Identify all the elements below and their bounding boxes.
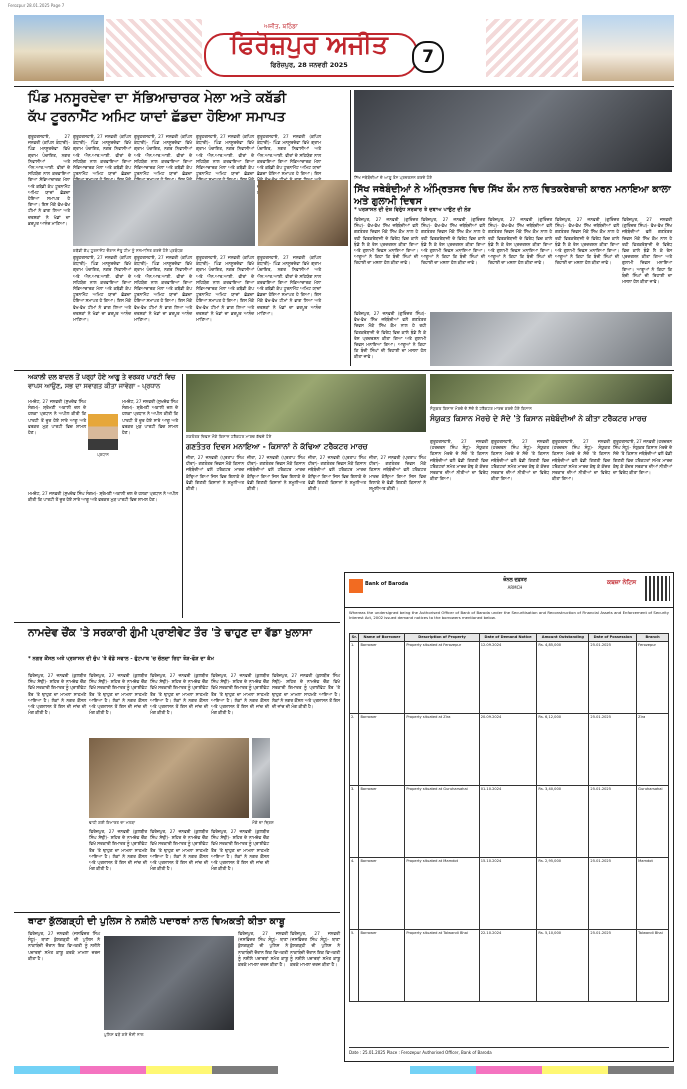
masthead-title: ਫਿਰੋਜ਼ਪੁਰ ਅਜੀਤ	[230, 30, 388, 59]
story6-body-text: ਫਿਰੋਜ਼ਪੁਰ, 27 ਜਨਵਰੀ (ਕੁਲਬੀਰ ਸਿੰਘ ਸੋਢੀ)- ਸ਼ਹਿਰ ਦੇ ਨਾਮਦੇਵ ਚੌਂਕ ਵਿਖੇ ਸਰਕਾਰੀ ਇਮਾਰਤ ਨੂੰ ਪ੍ਰਾਈਵੇਟ ਤੌਰ 'ਤੇ ਢਾਹੁਣ ਦਾ ਮਾਮਲਾ ਸਾਹਮਣੇ ਆਇਆ ਹੈ। ਲੋਕਾਂ ਨੇ ਨਗਰ ਕੌਂਸਲ ਅਤੇ ਪ੍ਰਸ਼ਾਸਨ ਤੋਂ ਇਸ ਦੀ ਜਾਂਚ ਦੀ ਮੰਗ ਕੀਤੀ ਹੈ।	[89, 830, 147, 873]
story1-photo-kabaddi	[73, 180, 255, 246]
col-header: Name of Borrower	[359, 634, 405, 642]
table-cell: Talwandi Bhai	[637, 929, 669, 1001]
story6-body-g	[150, 830, 208, 908]
story2-body-text: ਫਿਰੋਜ਼ਪੁਰ, 27 ਜਨਵਰੀ (ਗੁਰਿੰਦਰ ਸਿੰਘ)- ਵੱਖ-ਵੱਖ ਸਿੱਖ ਜਥੇਬੰਦੀਆਂ ਵਲੋਂ ਗਣਤੰਤਰ ਦਿਵਸ ਮੌਕੇ ਸਿੱਖ ਕੌਮ ਨਾਲ ਹੋ ਰਹੀ ਵਿਤਕਰੇਬਾਜ਼ੀ ਦੇ ਵਿਰੋਧ ਵਿਚ ਕਾਲੇ ਝੰਡੇ ਲੈ ਕੇ ਰੋਸ ਪ੍ਰਦਰਸ਼ਨ ਕੀਤਾ ਗਿਆ ਅਤੇ ਗੁਲਾਮੀ ਦਿਵਸ ਮਨਾਇਆ ਗਿਆ। ਆਗੂਆਂ ਨੇ ਕਿਹਾ ਕਿ ਬੰਦੀ ਸਿੰਘਾਂ ਦੀ ਰਿਹਾਈ ਦਾ ਮਸਲਾ ਹੱਲ ਕੀਤਾ ਜਾਵੇ।	[622, 218, 672, 286]
story3-body-b	[122, 400, 178, 490]
story1-headline	[28, 89, 348, 127]
story3-headline-line1: ਅਕਾਲੀ ਦਲ ਬਾਦਲ ਤੋਂ ਪਰ੍ਹਾਂ ਹੋਏ ਆਗੂ ਤੇ ਵਰਕਰ ਪਾਰਟੀ ਵਿਚ	[28, 373, 176, 381]
col-header: Date of Demand Notice	[479, 634, 537, 642]
story1-headline-line1: ਪਿੰਡ ਮਨਸੂਰਦੇਵਾ ਦਾ ਸੱਭਿਆਚਾਰਕ ਮੇਲਾ ਅਤੇ ਕਬੱਡੀ	[28, 90, 287, 106]
table-cell: 01.10.2024	[479, 785, 537, 857]
story4-body-text: ਗੁਰੂਹਰਸਹਾਏ, 27 ਜਨਵਰੀ (ਹਰਚਰਨ ਸਿੰਘ ਸੰਧੂ)- ਸੰਯੁਕਤ ਕਿਸਾਨ ਮੋਰਚੇ ਦੇ ਸੱਦੇ 'ਤੇ ਕਿਸਾਨ ਜਥੇਬੰਦੀਆਂ ਵਲੋਂ ਵੱਡੀ ਗਿਣਤੀ ਵਿਚ ਟਰੈਕਟਰਾਂ ਸਮੇਤ ਮਾਰਚ ਕੱਢ ਕੇ ਕੇਂਦਰ ਸਰਕਾਰ ਦੀਆਂ ਨੀਤੀਆਂ ਦਾ ਵਿਰੋਧ ਕੀਤਾ ਗਿਆ।	[552, 440, 610, 483]
story5-body-text: ਜ਼ੀਰਾ, 27 ਜਨਵਰੀ (ਪ੍ਰਤਾਪ ਸਿੰਘ ਹੀਰਾ)- ਗਣਤੰਤਰ ਦਿਵਸ ਮੌਕੇ ਕਿਸਾਨ ਜਥੇਬੰਦੀਆਂ ਵਲੋਂ ਟਰੈਕਟਰ ਮਾਰਚ ਕੱਢਿਆ ਗਿਆ ਜਿਸ ਵਿਚ ਇਲਾਕੇ ਦੇ ਵੱਡੀ ਗਿਣਤੀ ਕਿਸਾਨਾਂ ਨੇ ਸ਼ਮੂਲੀਅਤ ਕੀਤੀ।	[369, 456, 426, 493]
story1-body-text: ਗੁਰੂਹਰਸਹਾਏ, 27 ਜਨਵਰੀ (ਕਪਿਲ ਕੰਧਾਰੀ)- ਪਿੰਡ ਮਨਸੂਰਦੇਵਾ ਵਿਖੇ ਗ੍ਰਾਮ ਪੰਚਾਇਤ, ਨਗਰ ਨਿਵਾਸੀਆਂ ਅਤੇ ਐਨ.ਆਰ.ਆਈ. ਵੀਰਾਂ ਦੇ ਸਹਿਯੋਗ ਨਾਲ ਕਰਵਾਇਆ ਗਿਆ ਸੱਭਿਆਚਾਰਕ ਮੇਲਾ ਅਤੇ ਕਬੱਡੀ ਕੱਪ ਟੂਰਨਾਮੈਂਟ ਅਮਿਟ ਯਾਦਾਂ ਛੱਡਦਾ	[73, 135, 131, 178]
story1-body-text: ਗੁਰੂਹਰਸਹਾਏ, 27 ਜਨਵਰੀ (ਕਪਿਲ ਕੰਧਾਰੀ)- ਪਿੰਡ ਮਨਸੂਰਦੇਵਾ ਵਿਖੇ ਗ੍ਰਾਮ ਪੰਚਾਇਤ, ਨਗਰ ਨਿਵਾਸੀਆਂ ਅਤੇ ਐਨ.ਆਰ.ਆਈ. ਵੀਰਾਂ ਦੇ ਸਹਿਯੋਗ ਨਾਲ ਕਰਵਾਇਆ ਗਿਆ ਸੱਭਿਆਚਾਰਕ ਮੇਲਾ ਅਤੇ ਕਬੱਡੀ ਕੱਪ ਟੂਰਨਾਮੈਂਟ ਅਮਿਟ ਯਾਦਾਂ ਛੱਡਦਾ	[196, 135, 254, 178]
notice-table-header	[350, 634, 669, 642]
story7-headline: ਥਾਣਾ ਕੁੱਲਗੜ੍ਹੀ ਦੀ ਪੁਲਿਸ ਨੇ ਨਸ਼ੀਲੇ ਪਦਾਰਥਾਂ ਨਾਲ ਵਿਅਕਤੀ ਕੀਤਾ ਕਾਬੂ	[28, 916, 285, 927]
story1-body-h	[196, 256, 254, 366]
table-cell: 3.	[350, 785, 359, 857]
story6-body-e	[272, 674, 340, 908]
story3-body-text: ਮਮਦੋਟ, 27 ਜਨਵਰੀ (ਸੁਖਦੇਵ ਸਿੰਘ ਸੰਗਮ)- ਸ਼੍ਰੋਮਣੀ ਅਕਾਲੀ ਦਲ ਦੇ ਹਲਕਾ ਪ੍ਰਧਾਨ ਨੇ ਅਪੀਲ ਕੀਤੀ ਕਿ ਪਾਰਟੀ ਤੋਂ ਦੂਰ ਹੋਏ ਸਾਰੇ ਆਗੂ ਅਤੇ ਵਰਕਰ ਮੁੜ ਪਾਰਟੀ ਵਿਚ ਸ਼ਾਮਲ ਹੋਣ।	[28, 400, 86, 437]
story1-body-text: ਗੁਰੂਹਰਸਹਾਏ, 27 ਜਨਵਰੀ (ਕਪਿਲ ਕੰਧਾਰੀ)- ਪਿੰਡ ਮਨਸੂਰਦੇਵਾ ਵਿਖੇ ਗ੍ਰਾਮ ਪੰਚਾਇਤ, ਨਗਰ ਨਿਵਾਸੀਆਂ ਅਤੇ ਐਨ.ਆਰ.ਆਈ. ਵੀਰਾਂ ਦੇ ਸਹਿਯੋਗ ਨਾਲ ਕਰਵਾਇਆ ਗਿਆ ਸੱਭਿਆਚਾਰਕ ਮੇਲਾ ਅਤੇ ਕਬੱਡੀ ਕੱਪ ਟੂਰਨਾਮੈਂਟ ਅਮਿਟ ਯਾਦਾਂ ਛੱਡਦਾ ਹੋਇਆ ਸਮਾਪਤ ਹੋ ਗਿਆ। ਇਸ ਮੌਕੇ ਵੱਖ-ਵੱਖ ਟੀਮਾਂ ਨੇ ਭਾਗ ਲਿਆ ਅਤੇ ਦਰਸ਼ਕਾਂ ਨੇ ਖੇਡਾਂ ਦਾ ਭਰਪੂਰ ਆਨੰਦ ਮਾਣਿਆ।	[134, 256, 192, 324]
col-header: Branch	[637, 634, 669, 642]
table-cell: Property situated at Zira	[405, 713, 479, 785]
story1-body-a	[28, 135, 70, 365]
table-cell: Rs. 2,95,000	[537, 857, 589, 929]
story6-photo-caption-2: ਮੌਕੇ ਦਾ ਦ੍ਰਿਸ਼	[252, 820, 274, 825]
page-number-badge	[412, 41, 444, 73]
table-cell: 4.	[350, 857, 359, 929]
table-cell: 20.09.2024	[479, 713, 537, 785]
story1-headline-line2: ਕੱਪ ਟੂਰਨਾਮੈਂਟ ਅਮਿਟ ਯਾਦਾਂ ਛੱਡਦਾ ਹੋਇਆ ਸਮਾਪਤ	[28, 109, 286, 125]
story6-body-b	[89, 674, 147, 734]
table-row	[350, 785, 669, 857]
story5-body-text: ਜ਼ੀਰਾ, 27 ਜਨਵਰੀ (ਪ੍ਰਤਾਪ ਸਿੰਘ ਹੀਰਾ)- ਗਣਤੰਤਰ ਦਿਵਸ ਮੌਕੇ ਕਿਸਾਨ ਜਥੇਬੰਦੀਆਂ ਵਲੋਂ ਟਰੈਕਟਰ ਮਾਰਚ ਕੱਢਿਆ ਗਿਆ ਜਿਸ ਵਿਚ ਇਲਾਕੇ ਦੇ ਵੱਡੀ ਗਿਣਤੀ ਕਿਸਾਨਾਂ ਨੇ ਸ਼ਮੂਲੀਅਤ ਕੀਤੀ।	[308, 456, 366, 493]
story7-body-text: ਫਿਰੋਜ਼ਪੁਰ, 27 ਜਨਵਰੀ (ਜਸਵਿੰਦਰ ਸਿੰਘ ਸੰਧੂ)- ਥਾਣਾ ਕੁੱਲਗੜ੍ਹੀ ਦੀ ਪੁਲਿਸ ਨੇ ਨਾਕਾਬੰਦੀ ਦੌਰਾਨ ਇਕ ਵਿਅਕਤੀ ਨੂੰ ਨਸ਼ੀਲੇ ਪਦਾਰਥਾਂ ਸਮੇਤ ਕਾਬੂ ਕਰਕੇ ਮਾਮਲਾ ਦਰਜ ਕੀਤਾ ਹੈ।	[28, 932, 100, 962]
column-rule	[182, 374, 183, 618]
story1-body-i	[257, 256, 321, 366]
table-cell: 1.	[350, 641, 359, 713]
story2-body-f	[354, 312, 426, 366]
table-cell: Ferozepur	[637, 641, 669, 713]
table-cell: Mamdot	[637, 857, 669, 929]
story4-body-a	[430, 440, 488, 568]
story1-body-text: ਗੁਰੂਹਰਸਹਾਏ, 27 ਜਨਵਰੀ (ਕਪਿਲ ਕੰਧਾਰੀ)- ਪਿੰਡ ਮਨਸੂਰਦੇਵਾ ਵਿਖੇ ਗ੍ਰਾਮ ਪੰਚਾਇਤ, ਨਗਰ ਨਿਵਾਸੀਆਂ ਅਤੇ ਐਨ.ਆਰ.ਆਈ. ਵੀਰਾਂ ਦੇ ਸਹਿਯੋਗ ਨਾਲ ਕਰਵਾਇਆ ਗਿਆ ਸੱਭਿਆਚਾਰਕ ਮੇਲਾ ਅਤੇ ਕਬੱਡੀ ਕੱਪ ਟੂਰਨਾਮੈਂਟ ਅਮਿਟ ਯਾਦਾਂ ਛੱਡਦਾ ਹੋਇਆ ਸਮਾਪਤ ਹੋ ਗਿਆ। ਇਸ ਮੌਕੇ ਵੱਖ-ਵੱਖ ਟੀਮਾਂ ਨੇ ਭਾਗ ਲਿਆ ਅਤੇ ਦਰਸ਼ਕਾਂ ਨੇ ਖੇਡਾਂ ਦਾ ਭਰਪੂਰ ਆਨੰਦ ਮਾਣਿਆ।	[28, 135, 70, 227]
story3-headline	[28, 373, 188, 391]
notice-header-line1: ਜ਼ੋਨਲ ਦਫ਼ਤਰ	[503, 578, 527, 583]
story1-body-c	[134, 135, 192, 178]
story3-headline-line2: ਵਾਪਸ ਆਉਣ, ਸਭ ਦਾ ਸਵਾਗਤ ਕੀਤਾ ਜਾਵੇਗਾ - ਪ੍ਰਧਾਨ	[28, 382, 161, 390]
table-cell: Borrower	[359, 713, 405, 785]
masthead-date: ਫਿਰੋਜ਼ਪੁਰ, 28 ਜਨਵਰੀ 2025	[270, 61, 348, 69]
story2-photo-protest	[354, 90, 672, 172]
table-cell: Rs. 3,40,000	[537, 785, 589, 857]
story3-photo-portrait	[88, 414, 118, 450]
story2-body-text: ਫਿਰੋਜ਼ਪੁਰ, 27 ਜਨਵਰੀ (ਗੁਰਿੰਦਰ ਸਿੰਘ)- ਵੱਖ-ਵੱਖ ਸਿੱਖ ਜਥੇਬੰਦੀਆਂ ਵਲੋਂ ਗਣਤੰਤਰ ਦਿਵਸ ਮੌਕੇ ਸਿੱਖ ਕੌਮ ਨਾਲ ਹੋ ਰਹੀ ਵਿਤਕਰੇਬਾਜ਼ੀ ਦੇ ਵਿਰੋਧ ਵਿਚ ਕਾਲੇ ਝੰਡੇ ਲੈ ਕੇ ਰੋਸ ਪ੍ਰਦਰਸ਼ਨ ਕੀਤਾ ਗਿਆ ਅਤੇ ਗੁਲਾਮੀ ਦਿਵਸ ਮਨਾਇਆ ਗਿਆ। ਆਗੂਆਂ ਨੇ ਕਿਹਾ ਕਿ ਬੰਦੀ ਸਿੰਘਾਂ ਦੀ ਰਿਹਾਈ ਦਾ ਮਸਲਾ ਹੱਲ ਕੀਤਾ ਜਾਵੇ।	[354, 218, 418, 267]
story1-body-g	[134, 256, 192, 366]
story1-body-text: ਗੁਰੂਹਰਸਹਾਏ, 27 ਜਨਵਰੀ (ਕਪਿਲ ਕੰਧਾਰੀ)- ਪਿੰਡ ਮਨਸੂਰਦੇਵਾ ਵਿਖੇ ਗ੍ਰਾਮ ਪੰਚਾਇਤ, ਨਗਰ ਨਿਵਾਸੀਆਂ ਅਤੇ ਐਨ.ਆਰ.ਆਈ. ਵੀਰਾਂ ਦੇ ਸਹਿਯੋਗ ਨਾਲ ਕਰਵਾਇਆ ਗਿਆ ਸੱਭਿਆਚਾਰਕ ਮੇਲਾ ਅਤੇ ਕਬੱਡੀ ਕੱਪ ਟੂਰਨਾਮੈਂਟ ਅਮਿਟ ਯਾਦਾਂ ਛੱਡਦਾ ਹੋਇਆ ਸਮਾਪਤ ਹੋ ਗਿਆ। ਇਸ	[257, 135, 321, 178]
story7-body-text: ਫਿਰੋਜ਼ਪੁਰ, 27 ਜਨਵਰੀ (ਜਸਵਿੰਦਰ ਸਿੰਘ ਸੰਧੂ)- ਥਾਣਾ ਕੁੱਲਗੜ੍ਹੀ ਦੀ ਪੁਲਿਸ ਨੇ ਨਾਕਾਬੰਦੀ ਦੌਰਾਨ ਇਕ ਵਿਅਕਤੀ ਨੂੰ ਨਸ਼ੀਲੇ ਪਦਾਰਥਾਂ ਸਮੇਤ ਕਾਬੂ ਕਰਕੇ ਮਾਮਲਾ ਦਰਜ ਕੀਤਾ ਹੈ।	[290, 932, 340, 969]
story5-body-text: ਜ਼ੀਰਾ, 27 ਜਨਵਰੀ (ਪ੍ਰਤਾਪ ਸਿੰਘ ਹੀਰਾ)- ਗਣਤੰਤਰ ਦਿਵਸ ਮੌਕੇ ਕਿਸਾਨ ਜਥੇਬੰਦੀਆਂ ਵਲੋਂ ਟਰੈਕਟਰ ਮਾਰਚ ਕੱਢਿਆ ਗਿਆ ਜਿਸ ਵਿਚ ਇਲਾਕੇ ਦੇ ਵੱਡੀ ਗਿਣਤੀ ਕਿਸਾਨਾਂ ਨੇ ਸ਼ਮੂਲੀਅਤ ਕੀਤੀ।	[247, 456, 305, 493]
story4-body-c	[552, 440, 610, 568]
story3-photo-caption: ਪ੍ਰਧਾਨ	[97, 452, 109, 457]
notice-footer: Date : 25.01.2025 Place : Ferozepur Authorised Officer, Bank of Baroda	[349, 1047, 669, 1055]
story4-photo-caption: ਸੰਯੁਕਤ ਕਿਸਾਨ ਮੋਰਚੇ ਦੇ ਸੱਦੇ ਤੇ ਟਰੈਕਟਰ ਮਾਰਚ ਕਰਦੇ ਹੋਏ ਕਿਸਾਨ	[430, 406, 532, 411]
story6-body-text: ਫਿਰੋਜ਼ਪੁਰ, 27 ਜਨਵਰੀ (ਕੁਲਬੀਰ ਸਿੰਘ ਸੋਢੀ)- ਸ਼ਹਿਰ ਦੇ ਨਾਮਦੇਵ ਚੌਂਕ ਵਿਖੇ ਸਰਕਾਰੀ ਇਮਾਰਤ ਨੂੰ ਪ੍ਰਾਈਵੇਟ ਤੌਰ 'ਤੇ ਢਾਹੁਣ ਦਾ ਮਾਮਲਾ ਸਾਹਮਣੇ ਆਇਆ ਹੈ। ਲੋਕਾਂ ਨੇ ਨਗਰ ਕੌਂਸਲ ਅਤੇ ਪ੍ਰਸ਼ਾਸਨ ਤੋਂ ਇਸ ਦੀ ਜਾਂਚ ਦੀ ਮੰਗ ਕੀਤੀ ਹੈ।	[272, 674, 340, 711]
story1-body-text: ਗੁਰੂਹਰਸਹਾਏ, 27 ਜਨਵਰੀ (ਕਪਿਲ ਕੰਧਾਰੀ)- ਪਿੰਡ ਮਨਸੂਰਦੇਵਾ ਵਿਖੇ ਗ੍ਰਾਮ ਪੰਚਾਇਤ, ਨਗਰ ਨਿਵਾਸੀਆਂ ਅਤੇ ਐਨ.ਆਰ.ਆਈ. ਵੀਰਾਂ ਦੇ ਸਹਿਯੋਗ ਨਾਲ ਕਰਵਾਇਆ ਗਿਆ ਸੱਭਿਆਚਾਰਕ ਮੇਲਾ ਅਤੇ ਕਬੱਡੀ ਕੱਪ ਟੂਰਨਾਮੈਂਟ ਅਮਿਟ ਯਾਦਾਂ ਛੱਡਦਾ ਹੋਇਆ ਸਮਾਪਤ ਹੋ ਗਿਆ। ਇਸ ਮੌਕੇ ਵੱਖ-ਵੱਖ ਟੀਮਾਂ ਨੇ ਭਾਗ ਲਿਆ ਅਤੇ ਦਰਸ਼ਕਾਂ ਨੇ ਖੇਡਾਂ ਦਾ ਭਰਪੂਰ ਆਨੰਦ ਮਾਣਿਆ।	[73, 256, 131, 324]
story7-photo-police	[104, 936, 234, 1030]
story6-headline: ਨਾਮਦੇਵ ਚੌਂਕ 'ਤੇ ਸਰਕਾਰੀ ਗੁੰਮੀ ਪ੍ਰਾਈਵੇਟ ਤੌਰ 'ਤੇ ਢਾਹੁਣ ਦਾ ਵੱਡਾ ਖੁਲਾਸਾ	[28, 627, 312, 639]
notice-header-line2: ARMCH	[507, 585, 523, 590]
column-rule	[350, 90, 351, 366]
story2-photo-gathering	[430, 312, 672, 366]
story6-photo-caption-1: ਢਾਹੀ ਗਈ ਇਮਾਰਤ ਦਾ ਮਲਬਾ	[89, 820, 136, 825]
table-cell: Property situated at Ferozepur	[405, 641, 479, 713]
story2-body-c	[488, 218, 552, 310]
table-cell: 25.01.2025	[589, 857, 637, 929]
story6-body-a	[28, 674, 86, 908]
story6-body-c	[150, 674, 208, 734]
story5-photo-caption: ਗਣਤੰਤਰ ਦਿਵਸ ਮੌਕੇ ਕਿਸਾਨ ਟਰੈਕਟਰ ਮਾਰਚ ਕੱਢਦੇ ਹੋਏ	[186, 434, 272, 439]
page-number: 7	[422, 47, 434, 67]
story7-body-text: ਫਿਰੋਜ਼ਪੁਰ, 27 ਜਨਵਰੀ (ਜਸਵਿੰਦਰ ਸਿੰਘ ਸੰਧੂ)- ਥਾਣਾ ਕੁੱਲਗੜ੍ਹੀ ਦੀ ਪੁਲਿਸ ਨੇ ਨਾਕਾਬੰਦੀ ਦੌਰਾਨ ਇਕ ਵਿਅਕਤੀ ਨੂੰ ਨਸ਼ੀਲੇ ਪਦਾਰਥਾਂ ਸਮੇਤ ਕਾਬੂ ਕਰਕੇ ਮਾਮਲਾ ਦਰਜ ਕੀਤਾ ਹੈ।	[238, 932, 288, 969]
story3-body-text: ਮਮਦੋਟ, 27 ਜਨਵਰੀ (ਸੁਖਦੇਵ ਸਿੰਘ ਸੰਗਮ)- ਸ਼੍ਰੋਮਣੀ ਅਕਾਲੀ ਦਲ ਦੇ ਹਲਕਾ ਪ੍ਰਧਾਨ ਨੇ ਅਪੀਲ ਕੀਤੀ ਕਿ ਪਾਰਟੀ ਤੋਂ ਦੂਰ ਹੋਏ ਸਾਰੇ ਆਗੂ ਅਤੇ ਵਰਕਰ ਮੁੜ ਪਾਰਟੀ ਵਿਚ ਸ਼ਾਮਲ ਹੋਣ।	[28, 492, 178, 504]
story6-body-f	[89, 830, 147, 908]
story5-body-b	[247, 456, 305, 616]
story4-body-d	[613, 440, 672, 568]
notice-header	[345, 573, 673, 608]
temple-photo-left	[14, 15, 104, 81]
section-rule	[14, 622, 340, 623]
temple-photo-right	[582, 15, 674, 81]
print-line: Ferozpur 28.01.2025 Page 7	[8, 3, 65, 8]
story6-body-text: ਫਿਰੋਜ਼ਪੁਰ, 27 ਜਨਵਰੀ (ਕੁਲਬੀਰ ਸਿੰਘ ਸੋਢੀ)- ਸ਼ਹਿਰ ਦੇ ਨਾਮਦੇਵ ਚੌਂਕ ਵਿਖੇ ਸਰਕਾਰੀ ਇਮਾਰਤ ਨੂੰ ਪ੍ਰਾਈਵੇਟ ਤੌਰ 'ਤੇ ਢਾਹੁਣ ਦਾ ਮਾਮਲਾ ਸਾਹਮਣੇ ਆਇਆ ਹੈ। ਲੋਕਾਂ ਨੇ ਨਗਰ ਕੌਂਸਲ ਅਤੇ ਪ੍ਰਸ਼ਾਸਨ ਤੋਂ ਇਸ ਦੀ ਜਾਂਚ ਦੀ ਮੰਗ ਕੀਤੀ ਹੈ।	[89, 674, 147, 717]
masthead-ornament-left	[106, 19, 202, 77]
story4-body-text: ਗੁਰੂਹਰਸਹਾਏ, 27 ਜਨਵਰੀ (ਹਰਚਰਨ ਸਿੰਘ ਸੰਧੂ)- ਸੰਯੁਕਤ ਕਿਸਾਨ ਮੋਰਚੇ ਦੇ ਸੱਦੇ 'ਤੇ ਕਿਸਾਨ ਜਥੇਬੰਦੀਆਂ ਵਲੋਂ ਵੱਡੀ ਗਿਣਤੀ ਵਿਚ ਟਰੈਕਟਰਾਂ ਸਮੇਤ ਮਾਰਚ ਕੱਢ ਕੇ ਕੇਂਦਰ ਸਰਕਾਰ ਦੀਆਂ ਨੀਤੀਆਂ ਦਾ ਵਿਰੋਧ ਕੀਤਾ ਗਿਆ।	[491, 440, 549, 483]
table-cell: Rs. 4,85,000	[537, 641, 589, 713]
notice-intro: Whereas the undersigned being the Authorised Officer of Bank of Baroda under the Securitisation and Reconstruction of Financial Assets and Enforcement of Security Interest Act, 2002 issued demand notices to the borrowers mentioned below.	[349, 610, 669, 620]
masthead-rule	[14, 86, 674, 87]
story4-body-b	[491, 440, 549, 568]
story7-photo-caption: ਪੁਲਿਸ ਫੜੇ ਗਏ ਦੋਸ਼ੀ ਨਾਲ	[104, 1032, 144, 1037]
story6-body-text: ਫਿਰੋਜ਼ਪੁਰ, 27 ਜਨਵਰੀ (ਕੁਲਬੀਰ ਸਿੰਘ ਸੋਢੀ)- ਸ਼ਹਿਰ ਦੇ ਨਾਮਦੇਵ ਚੌਂਕ ਵਿਖੇ ਸਰਕਾਰੀ ਇਮਾਰਤ ਨੂੰ ਪ੍ਰਾਈਵੇਟ ਤੌਰ 'ਤੇ ਢਾਹੁਣ ਦਾ ਮਾਮਲਾ ਸਾਹਮਣੇ ਆਇਆ ਹੈ। ਲੋਕਾਂ ਨੇ ਨਗਰ ਕੌਂਸਲ ਅਤੇ ਪ੍ਰਸ਼ਾਸਨ ਤੋਂ ਇਸ ਦੀ ਜਾਂਚ ਦੀ ਮੰਗ ਕੀਤੀ ਹੈ।	[211, 674, 269, 717]
story5-photo-tractors	[186, 374, 426, 432]
bank-name: Bank of Baroda	[365, 581, 409, 587]
qr-code-icon	[645, 576, 670, 601]
table-cell: 22.10.2024	[479, 929, 537, 1001]
story6-photo-street	[252, 738, 270, 818]
color-registration-bar	[14, 1066, 674, 1074]
story2-subheadline: * ਪਰਸ਼ਾਸਨ ਦੀ ਦੋਸ਼ ਵਿਰੁੱਧ ਸਰਕਾਰ ਤੇ ਦਬਾਅ ਪਾਉਣ ਦੀ ਲੋੜ	[354, 207, 471, 213]
story1-body-f	[73, 256, 131, 366]
story6-photo-debris	[89, 738, 249, 818]
col-header: Amount Outstanding	[537, 634, 589, 642]
story6-body-h	[211, 830, 269, 908]
table-cell: 5.	[350, 929, 359, 1001]
story3-body-text: ਮਮਦੋਟ, 27 ਜਨਵਰੀ (ਸੁਖਦੇਵ ਸਿੰਘ ਸੰਗਮ)- ਸ਼੍ਰੋਮਣੀ ਅਕਾਲੀ ਦਲ ਦੇ ਹਲਕਾ ਪ੍ਰਧਾਨ ਨੇ ਅਪੀਲ ਕੀਤੀ ਕਿ ਪਾਰਟੀ ਤੋਂ ਦੂਰ ਹੋਏ ਸਾਰੇ ਆਗੂ ਅਤੇ ਵਰਕਰ ਮੁੜ ਪਾਰਟੀ ਵਿਚ ਸ਼ਾਮਲ ਹੋਣ।	[122, 400, 178, 437]
story2-body-b	[421, 218, 485, 310]
story7-body-b	[238, 932, 288, 1042]
table-cell: Guruharsahai	[637, 785, 669, 857]
table-cell: Borrower	[359, 857, 405, 929]
story1-photo-caption: ਕਬੱਡੀ ਕੱਪ ਟੂਰਨਾਮੈਂਟ ਦੌਰਾਨ ਜੇਤੂ ਟੀਮ ਨੂੰ ਸਨਮਾਨਿਤ ਕਰਦੇ ਹੋਏ ਪ੍ਰਬੰਧਕ	[73, 248, 183, 253]
story4-headline: ਸੰਯੁਕਤ ਕਿਸਾਨ ਮੋਰਚੇ ਦੇ ਸੱਦੇ 'ਤੇ ਕਿਸਾਨ ਜਥੇਬੰਦੀਆਂ ਨੇ ਕੀਤਾ ਟਰੈਕਟਰ ਮਾਰਚ	[430, 414, 647, 423]
table-cell: 25.01.2025	[589, 785, 637, 857]
story1-body-e	[257, 135, 321, 178]
table-row	[350, 929, 669, 1001]
table-row	[350, 641, 669, 713]
story4-body-text: ਗੁਰੂਹਰਸਹਾਏ, 27 ਜਨਵਰੀ (ਹਰਚਰਨ ਸਿੰਘ ਸੰਧੂ)- ਸੰਯੁਕਤ ਕਿਸਾਨ ਮੋਰਚੇ ਦੇ ਸੱਦੇ 'ਤੇ ਕਿਸਾਨ ਜਥੇਬੰਦੀਆਂ ਵਲੋਂ ਵੱਡੀ ਗਿਣਤੀ ਵਿਚ ਟਰੈਕਟਰਾਂ ਸਮੇਤ ਮਾਰਚ ਕੱਢ ਕੇ ਕੇਂਦਰ ਸਰਕਾਰ ਦੀਆਂ ਨੀਤੀਆਂ ਦਾ ਵਿਰੋਧ ਕੀਤਾ ਗਿਆ।	[430, 440, 488, 483]
table-cell: 12.09.2024	[479, 641, 537, 713]
notice-title: ਕਬਜ਼ਾ ਨੋਟਿਸ	[607, 579, 637, 586]
story2-photo-caption: ਸਿੱਖ ਜਥੇਬੰਦੀਆਂ ਦੇ ਆਗੂ ਰੋਸ ਪ੍ਰਦਰਸ਼ਨ ਕਰਦੇ ਹੋਏ	[354, 175, 432, 180]
section-rule	[14, 912, 340, 913]
table-cell: 25.01.2025	[589, 641, 637, 713]
story1-body-text: ਗੁਰੂਹਰਸਹਾਏ, 27 ਜਨਵਰੀ (ਕਪਿਲ ਕੰਧਾਰੀ)- ਪਿੰਡ ਮਨਸੂਰਦੇਵਾ ਵਿਖੇ ਗ੍ਰਾਮ ਪੰਚਾਇਤ, ਨਗਰ ਨਿਵਾਸੀਆਂ ਅਤੇ ਐਨ.ਆਰ.ਆਈ. ਵੀਰਾਂ ਦੇ ਸਹਿਯੋਗ ਨਾਲ ਕਰਵਾਇਆ ਗਿਆ ਸੱਭਿਆਚਾਰਕ ਮੇਲਾ ਅਤੇ ਕਬੱਡੀ ਕੱਪ ਟੂਰਨਾਮੈਂਟ ਅਮਿਟ ਯਾਦਾਂ ਛੱਡਦਾ ਹੋਇਆ ਸਮਾਪਤ ਹੋ ਗਿਆ। ਇਸ ਮੌਕੇ ਵੱਖ-ਵੱਖ ਟੀਮਾਂ ਨੇ ਭਾਗ ਲਿਆ ਅਤੇ ਦਰਸ਼ਕਾਂ ਨੇ ਖੇਡਾਂ ਦਾ ਭਰਪੂਰ ਆਨੰਦ ਮਾਣਿਆ।	[257, 256, 321, 317]
story7-body-a	[28, 932, 100, 1042]
table-cell: 2.	[350, 713, 359, 785]
col-header: Date of Possession	[589, 634, 637, 642]
table-cell: Borrower	[359, 785, 405, 857]
story2-body-a	[354, 218, 418, 310]
table-cell: 25.01.2025	[589, 929, 637, 1001]
story1-body-b	[73, 135, 131, 178]
col-header: Description of Property	[405, 634, 479, 642]
bank-logo-icon	[349, 579, 363, 593]
table-cell: Borrower	[359, 641, 405, 713]
notice-table-wrap	[349, 633, 669, 1002]
masthead-ornament-right	[486, 19, 578, 77]
story2-body-text: ਫਿਰੋਜ਼ਪੁਰ, 27 ਜਨਵਰੀ (ਗੁਰਿੰਦਰ ਸਿੰਘ)- ਵੱਖ-ਵੱਖ ਸਿੱਖ ਜਥੇਬੰਦੀਆਂ ਵਲੋਂ ਗਣਤੰਤਰ ਦਿਵਸ ਮੌਕੇ ਸਿੱਖ ਕੌਮ ਨਾਲ ਹੋ ਰਹੀ ਵਿਤਕਰੇਬਾਜ਼ੀ ਦੇ ਵਿਰੋਧ ਵਿਚ ਕਾਲੇ ਝੰਡੇ ਲੈ ਕੇ ਰੋਸ ਪ੍ਰਦਰਸ਼ਨ ਕੀਤਾ ਗਿਆ ਅਤੇ ਗੁਲਾਮੀ ਦਿਵਸ ਮਨਾਇਆ ਗਿਆ। ਆਗੂਆਂ ਨੇ ਕਿਹਾ ਕਿ ਬੰਦੀ ਸਿੰਘਾਂ ਦੀ ਰਿਹਾਈ ਦਾ ਮਸਲਾ ਹੱਲ ਕੀਤਾ ਜਾਵੇ।	[488, 218, 552, 267]
table-cell: 15.10.2024	[479, 857, 537, 929]
story6-subheadline: * ਨਗਰ ਕੌਂਸਲ ਅਤੇ ਪ੍ਰਸ਼ਾਸਨ ਦੀ ਚੁੱਪ 'ਤੇ ਵੱਡੇ ਸਵਾਲ - ਫੁੱਟਪਾਥ 'ਚ ਚੱਲਦਾ ਰਿਹਾ ਤੋੜ-ਫੋੜ ਦਾ ਕੰਮ	[28, 656, 215, 662]
table-cell: Rs. 5,10,000	[537, 929, 589, 1001]
col-header: Sr.	[350, 634, 359, 642]
story2-body-text: ਫਿਰੋਜ਼ਪੁਰ, 27 ਜਨਵਰੀ (ਗੁਰਿੰਦਰ ਸਿੰਘ)- ਵੱਖ-ਵੱਖ ਸਿੱਖ ਜਥੇਬੰਦੀਆਂ ਵਲੋਂ ਗਣਤੰਤਰ ਦਿਵਸ ਮੌਕੇ ਸਿੱਖ ਕੌਮ ਨਾਲ ਹੋ ਰਹੀ ਵਿਤਕਰੇਬਾਜ਼ੀ ਦੇ ਵਿਰੋਧ ਵਿਚ ਕਾਲੇ ਝੰਡੇ ਲੈ ਕੇ ਰੋਸ ਪ੍ਰਦਰਸ਼ਨ ਕੀਤਾ ਗਿਆ ਅਤੇ ਗੁਲਾਮੀ ਦਿਵਸ ਮਨਾਇਆ ਗਿਆ। ਆਗੂਆਂ ਨੇ ਕਿਹਾ ਕਿ ਬੰਦੀ ਸਿੰਘਾਂ ਦੀ ਰਿਹਾਈ ਦਾ ਮਸਲਾ ਹੱਲ ਕੀਤਾ ਜਾਵੇ।	[421, 218, 485, 267]
story6-body-d	[211, 674, 269, 734]
table-cell: Property situated at Guruharsahai	[405, 785, 479, 857]
table-row	[350, 857, 669, 929]
story4-body-text: ਗੁਰੂਹਰਸਹਾਏ, 27 ਜਨਵਰੀ (ਹਰਚਰਨ ਸਿੰਘ ਸੰਧੂ)- ਸੰਯੁਕਤ ਕਿਸਾਨ ਮੋਰਚੇ ਦੇ ਸੱਦੇ 'ਤੇ ਕਿਸਾਨ ਜਥੇਬੰਦੀਆਂ ਵਲੋਂ ਵੱਡੀ ਗਿਣਤੀ ਵਿਚ ਟਰੈਕਟਰਾਂ ਸਮੇਤ ਮਾਰਚ ਕੱਢ ਕੇ ਕੇਂਦਰ ਸਰਕਾਰ ਦੀਆਂ ਨੀਤੀਆਂ ਦਾ ਵਿਰੋਧ ਕੀਤਾ ਗਿਆ।	[613, 440, 672, 477]
table-cell: Borrower	[359, 929, 405, 1001]
story1-body-text: ਗੁਰੂਹਰਸਹਾਏ, 27 ਜਨਵਰੀ (ਕਪਿਲ ਕੰਧਾਰੀ)- ਪਿੰਡ ਮਨਸੂਰਦੇਵਾ ਵਿਖੇ ਗ੍ਰਾਮ ਪੰਚਾਇਤ, ਨਗਰ ਨਿਵਾਸੀਆਂ ਅਤੇ ਐਨ.ਆਰ.ਆਈ. ਵੀਰਾਂ ਦੇ ਸਹਿਯੋਗ ਨਾਲ ਕਰਵਾਇਆ ਗਿਆ ਸੱਭਿਆਚਾਰਕ ਮੇਲਾ ਅਤੇ ਕਬੱਡੀ ਕੱਪ ਟੂਰਨਾਮੈਂਟ ਅਮਿਟ ਯਾਦਾਂ ਛੱਡਦਾ ਹੋਇਆ ਸਮਾਪਤ ਹੋ ਗਿਆ। ਇਸ ਮੌਕੇ ਵੱਖ-ਵੱਖ ਟੀਮਾਂ ਨੇ ਭਾਗ ਲਿਆ ਅਤੇ ਦਰਸ਼ਕਾਂ ਨੇ ਖੇਡਾਂ ਦਾ ਭਰਪੂਰ ਆਨੰਦ ਮਾਣਿਆ।	[196, 256, 254, 324]
story2-body-e	[622, 218, 672, 310]
story2-body-d	[555, 218, 619, 310]
section-rule	[14, 370, 674, 371]
story6-body-text: ਫਿਰੋਜ਼ਪੁਰ, 27 ਜਨਵਰੀ (ਕੁਲਬੀਰ ਸਿੰਘ ਸੋਢੀ)- ਸ਼ਹਿਰ ਦੇ ਨਾਮਦੇਵ ਚੌਂਕ ਵਿਖੇ ਸਰਕਾਰੀ ਇਮਾਰਤ ਨੂੰ ਪ੍ਰਾਈਵੇਟ ਤੌਰ 'ਤੇ ਢਾਹੁਣ ਦਾ ਮਾਮਲਾ ਸਾਹਮਣੇ ਆਇਆ ਹੈ। ਲੋਕਾਂ ਨੇ ਨਗਰ ਕੌਂਸਲ ਅਤੇ ਪ੍ਰਸ਼ਾਸਨ ਤੋਂ ਇਸ ਦੀ ਜਾਂਚ ਦੀ ਮੰਗ ਕੀਤੀ ਹੈ।	[150, 830, 208, 873]
story1-body-text: ਗੁਰੂਹਰਸਹਾਏ, 27 ਜਨਵਰੀ (ਕਪਿਲ ਕੰਧਾਰੀ)- ਪਿੰਡ ਮਨਸੂਰਦੇਵਾ ਵਿਖੇ ਗ੍ਰਾਮ ਪੰਚਾਇਤ, ਨਗਰ ਨਿਵਾਸੀਆਂ ਅਤੇ ਐਨ.ਆਰ.ਆਈ. ਵੀਰਾਂ ਦੇ ਸਹਿਯੋਗ ਨਾਲ ਕਰਵਾਇਆ ਗਿਆ ਸੱਭਿਆਚਾਰਕ ਮੇਲਾ ਅਤੇ ਕਬੱਡੀ ਕੱਪ ਟੂਰਨਾਮੈਂਟ ਅਮਿਟ ਯਾਦਾਂ ਛੱਡਦਾ	[134, 135, 192, 178]
story4-photo-march	[430, 374, 672, 404]
story5-headline: ਗਣਤੰਤਰ ਦਿਵਸ ਮਨਾਇਆ - ਕਿਸਾਨਾਂ ਨੇ ਕੱਢਿਆ ਟਰੈਕਟਰ ਮਾਰਚ	[186, 442, 368, 451]
table-row	[350, 713, 669, 785]
story6-body-text: ਫਿਰੋਜ਼ਪੁਰ, 27 ਜਨਵਰੀ (ਕੁਲਬੀਰ ਸਿੰਘ ਸੋਢੀ)- ਸ਼ਹਿਰ ਦੇ ਨਾਮਦੇਵ ਚੌਂਕ ਵਿਖੇ ਸਰਕਾਰੀ ਇਮਾਰਤ ਨੂੰ ਪ੍ਰਾਈਵੇਟ ਤੌਰ 'ਤੇ ਢਾਹੁਣ ਦਾ ਮਾਮਲਾ ਸਾਹਮਣੇ ਆਇਆ ਹੈ। ਲੋਕਾਂ ਨੇ ਨਗਰ ਕੌਂਸਲ ਅਤੇ ਪ੍ਰਸ਼ਾਸਨ ਤੋਂ ਇਸ ਦੀ ਜਾਂਚ ਦੀ ਮੰਗ ਕੀਤੀ ਹੈ।	[28, 674, 86, 717]
masthead	[14, 13, 674, 83]
masthead-kicker: ਅਜੀਤ, ਬਠਿੰਡਾ	[264, 23, 298, 30]
story1-body-d	[196, 135, 254, 178]
table-cell: Rs. 6,12,000	[537, 713, 589, 785]
notice-table	[349, 633, 669, 1002]
table-cell: Zira	[637, 713, 669, 785]
table-cell: Property situated at Mamdot	[405, 857, 479, 929]
notice-box	[344, 572, 674, 1062]
story7-body-c	[290, 932, 340, 1042]
story2-headline: ਸਿੱਖ ਜਥੇਬੰਦੀਆਂ ਨੇ ਅੰਮ੍ਰਿਤਸਰ ਵਿਚ ਸਿੱਖ ਕੌਮ ਨਾਲ ਵਿਤਕਰੇਬਾਜ਼ੀ ਕਾਰਨ ਮਨਾਇਆ ਕਾਲਾ ਅਤੇ ਗੁਲਾਮੀ ਦਿਵਸ	[354, 184, 671, 207]
story5-body-a	[186, 456, 244, 616]
story3-body-c	[28, 492, 178, 617]
story6-body-text: ਫਿਰੋਜ਼ਪੁਰ, 27 ਜਨਵਰੀ (ਕੁਲਬੀਰ ਸਿੰਘ ਸੋਢੀ)- ਸ਼ਹਿਰ ਦੇ ਨਾਮਦੇਵ ਚੌਂਕ ਵਿਖੇ ਸਰਕਾਰੀ ਇਮਾਰਤ ਨੂੰ ਪ੍ਰਾਈਵੇਟ ਤੌਰ 'ਤੇ ਢਾਹੁਣ ਦਾ ਮਾਮਲਾ ਸਾਹਮਣੇ ਆਇਆ ਹੈ। ਲੋਕਾਂ ਨੇ ਨਗਰ ਕੌਂਸਲ ਅਤੇ ਪ੍ਰਸ਼ਾਸਨ ਤੋਂ ਇਸ ਦੀ ਜਾਂਚ ਦੀ ਮੰਗ ਕੀਤੀ ਹੈ।	[150, 674, 208, 717]
story5-body-text: ਜ਼ੀਰਾ, 27 ਜਨਵਰੀ (ਪ੍ਰਤਾਪ ਸਿੰਘ ਹੀਰਾ)- ਗਣਤੰਤਰ ਦਿਵਸ ਮੌਕੇ ਕਿਸਾਨ ਜਥੇਬੰਦੀਆਂ ਵਲੋਂ ਟਰੈਕਟਰ ਮਾਰਚ ਕੱਢਿਆ ਗਿਆ ਜਿਸ ਵਿਚ ਇਲਾਕੇ ਦੇ ਵੱਡੀ ਗਿਣਤੀ ਕਿਸਾਨਾਂ ਨੇ ਸ਼ਮੂਲੀਅਤ ਕੀਤੀ।	[186, 456, 244, 493]
story6-body-text: ਫਿਰੋਜ਼ਪੁਰ, 27 ਜਨਵਰੀ (ਕੁਲਬੀਰ ਸਿੰਘ ਸੋਢੀ)- ਸ਼ਹਿਰ ਦੇ ਨਾਮਦੇਵ ਚੌਂਕ ਵਿਖੇ ਸਰਕਾਰੀ ਇਮਾਰਤ ਨੂੰ ਪ੍ਰਾਈਵੇਟ ਤੌਰ 'ਤੇ ਢਾਹੁਣ ਦਾ ਮਾਮਲਾ ਸਾਹਮਣੇ ਆਇਆ ਹੈ। ਲੋਕਾਂ ਨੇ ਨਗਰ ਕੌਂਸਲ ਅਤੇ ਪ੍ਰਸ਼ਾਸਨ ਤੋਂ ਇਸ ਦੀ ਜਾਂਚ ਦੀ ਮੰਗ ਕੀਤੀ ਹੈ।	[211, 830, 269, 873]
story2-body-text: ਫਿਰੋਜ਼ਪੁਰ, 27 ਜਨਵਰੀ (ਗੁਰਿੰਦਰ ਸਿੰਘ)- ਵੱਖ-ਵੱਖ ਸਿੱਖ ਜਥੇਬੰਦੀਆਂ ਵਲੋਂ ਗਣਤੰਤਰ ਦਿਵਸ ਮੌਕੇ ਸਿੱਖ ਕੌਮ ਨਾਲ ਹੋ ਰਹੀ ਵਿਤਕਰੇਬਾਜ਼ੀ ਦੇ ਵਿਰੋਧ ਵਿਚ ਕਾਲੇ ਝੰਡੇ ਲੈ ਕੇ ਰੋਸ ਪ੍ਰਦਰਸ਼ਨ ਕੀਤਾ ਗਿਆ ਅਤੇ ਗੁਲਾਮੀ ਦਿਵਸ ਮਨਾਇਆ ਗਿਆ। ਆਗੂਆਂ ਨੇ ਕਿਹਾ ਕਿ ਬੰਦੀ ਸਿੰਘਾਂ ਦੀ ਰਿਹਾਈ ਦਾ ਮਸਲਾ ਹੱਲ ਕੀਤਾ ਜਾਵੇ।	[555, 218, 619, 267]
table-cell: Property situated at Talwandi Bhai	[405, 929, 479, 1001]
story2-body-text: ਫਿਰੋਜ਼ਪੁਰ, 27 ਜਨਵਰੀ (ਗੁਰਿੰਦਰ ਸਿੰਘ)- ਵੱਖ-ਵੱਖ ਸਿੱਖ ਜਥੇਬੰਦੀਆਂ ਵਲੋਂ ਗਣਤੰਤਰ ਦਿਵਸ ਮੌਕੇ ਸਿੱਖ ਕੌਮ ਨਾਲ ਹੋ ਰਹੀ ਵਿਤਕਰੇਬਾਜ਼ੀ ਦੇ ਵਿਰੋਧ ਵਿਚ ਕਾਲੇ ਝੰਡੇ ਲੈ ਕੇ ਰੋਸ ਪ੍ਰਦਰਸ਼ਨ ਕੀਤਾ ਗਿਆ ਅਤੇ ਗੁਲਾਮੀ ਦਿਵਸ ਮਨਾਇਆ ਗਿਆ। ਆਗੂਆਂ ਨੇ ਕਿਹਾ ਕਿ ਬੰਦੀ ਸਿੰਘਾਂ ਦੀ ਰਿਹਾਈ ਦਾ ਮਸਲਾ ਹੱਲ ਕੀਤਾ ਜਾਵੇ।	[354, 312, 426, 361]
table-cell: 25.01.2025	[589, 713, 637, 785]
story1-photo-crowd	[258, 180, 348, 246]
story3-body-a	[28, 400, 86, 490]
